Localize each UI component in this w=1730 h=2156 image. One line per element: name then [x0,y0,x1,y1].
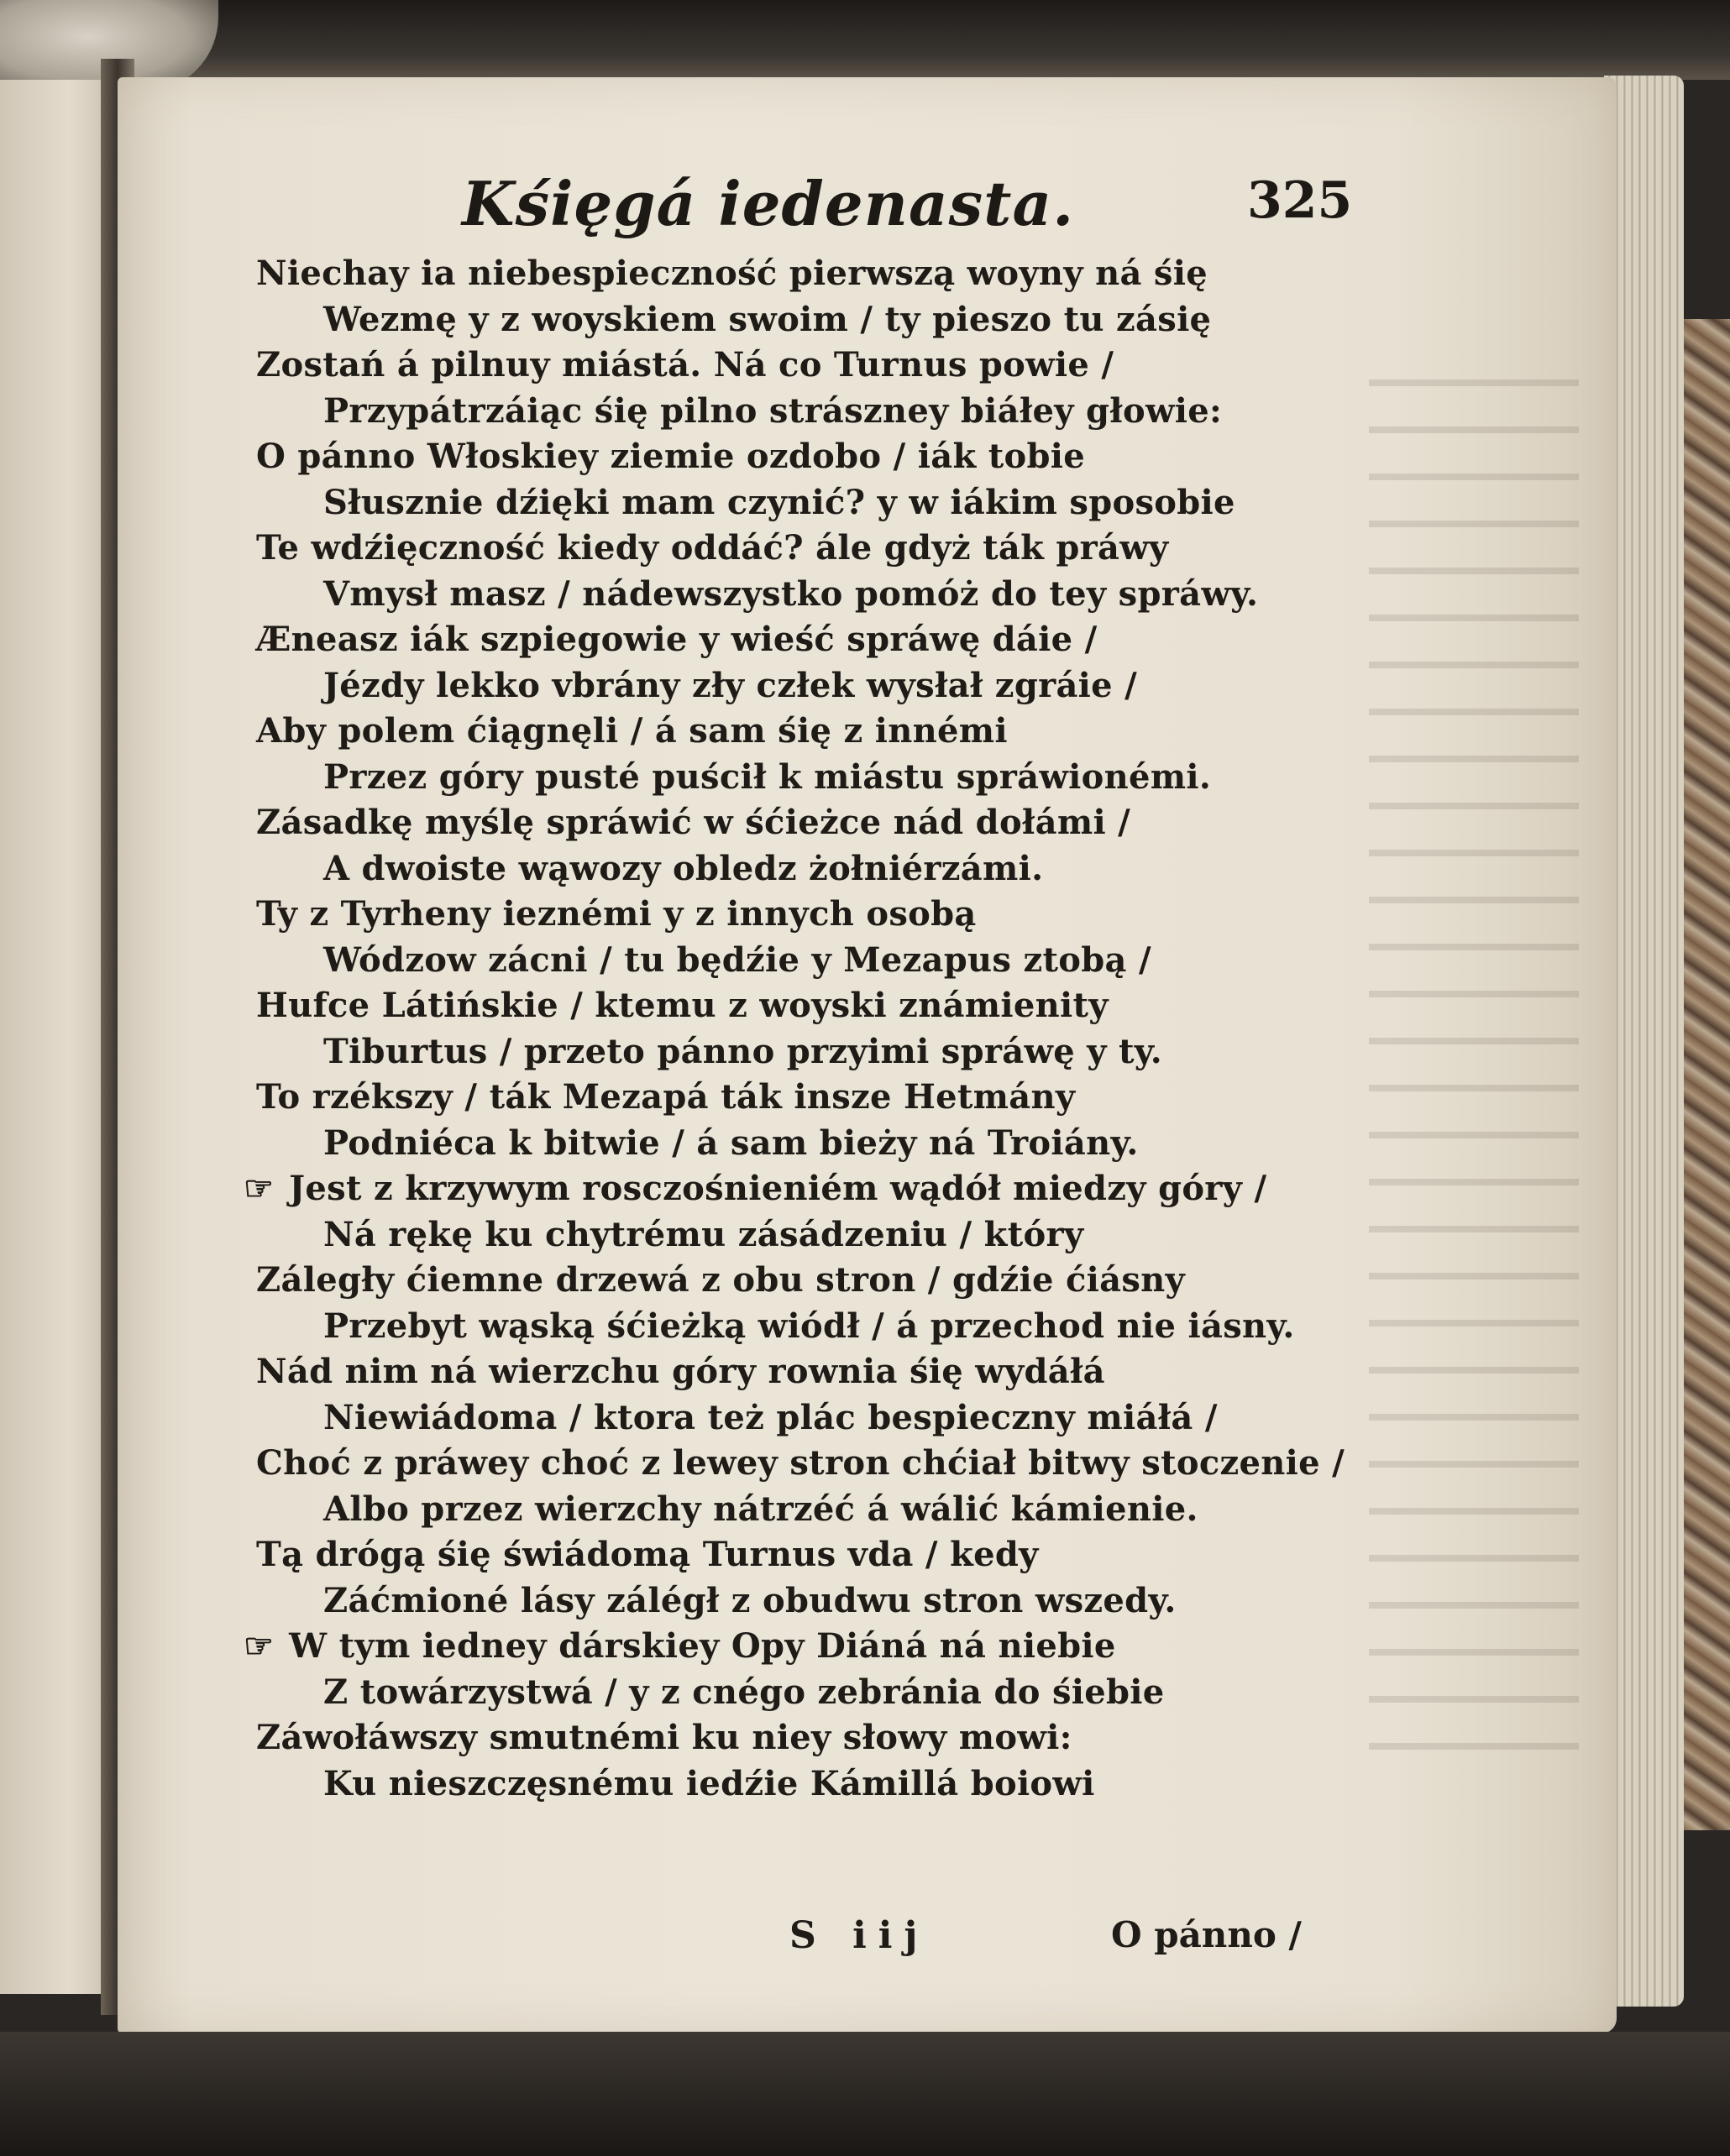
verse-line-text: Niechay ia niebespieczność pierwszą woyny ná śię [256,254,1208,293]
verse-line [256,1077,1075,1117]
verse-line-text: Ná rękę ku chytrému zásádzeniu / który [323,1214,1084,1254]
verse-line [323,1123,1139,1163]
verse-line-text: Choć z práwey choć z lewey stron chćiał bitwy stoczenie / [256,1443,1345,1483]
page-number: 325 [1247,171,1353,230]
verse-line [323,300,1211,339]
verse-line-text: Niewiádoma / ktora też plác bespieczny miáłá / [323,1397,1218,1437]
verse-line [244,1626,1116,1666]
verse-line [256,254,1208,293]
verse-line [323,1032,1162,1071]
verse-line-text: Ku nieszczęsnému iedźie Kámillá boiowi [323,1763,1095,1803]
verse-line [256,711,1008,751]
verse-line [323,1398,1218,1437]
verse-line-text: Aby polem ćiągnęli / á sam śię z innémi [256,711,1008,751]
verse-line [323,574,1258,614]
verse-line-text: Zásadkę myślę spráwić w śćieżce nád dołámi / [256,803,1131,842]
verse-line [323,666,1137,705]
verse-line [256,1718,1072,1757]
marbled-cover [1684,319,1730,1830]
verse-line-text: Przez góry pusté puścił k miástu spráwionémi. [323,756,1212,797]
verse-line-text: A dwoiste wąwozy obledz żołniérzámi. [323,848,1044,888]
verse-line [256,1443,1345,1483]
verse-line [323,849,1043,888]
verse-line [256,437,1085,476]
verse-line [323,1581,1177,1620]
verse-line [323,483,1235,522]
verse-line-text: Wezmę y z woyskiem swoim / ty pieszo tu zásię [323,299,1212,339]
verse-line [323,757,1211,797]
verse-line [256,1260,1185,1300]
pointing-hand-icon: ☞ [244,1626,275,1666]
verse-line [323,391,1222,431]
verse-line [323,1672,1165,1712]
verse-line [244,1169,1266,1208]
verse-line-text: Nád nim ná wierzchu góry rownia śię wydáłá [256,1352,1105,1391]
verse-line-text: Z towárzystwá / y z cnégo zebránia do śiebie [323,1672,1165,1712]
verse-line-text: Záwołáwszy smutnémi ku niey słowy mowi: [256,1718,1072,1757]
verse-line-text: Przebyt wąską śćieżką wiódł / á przechod nie iásny. [323,1306,1295,1346]
verse-line [256,620,1098,659]
verse-line-text: Te wdźięczność kiedy oddáć? ále gdyż ták práwy [256,528,1169,568]
verse-line-text: Vmysł masz / nádewszystko pomóż do tey spráwy. [323,573,1259,614]
verse-line [256,803,1130,842]
verse-line [323,1489,1198,1529]
verse-line-text: W tym iedney dárskiey Opy Diáná ná niebie [289,1626,1116,1666]
verse-line-text: Záćmioné lásy zálégł z obudwu stron wszedy. [323,1580,1177,1620]
bleed-through [1369,346,1579,1773]
verse-line-text: O pánno Włoskiey ziemie ozdobo / iák tobie [256,437,1085,476]
catchword: O pánno / [1111,1914,1302,1955]
left-page-edge [0,80,116,1994]
verse-line-text: To rzékszy / ták Mezapá ták insze Hetmány [256,1077,1076,1117]
verse-line-text: Ty z Tyrheny ieznémi y z innych osobą [256,894,977,934]
verse-line-text: Słusznie dźięki mam czynić? y w iákim sposobie [323,482,1235,522]
verse-line [323,1215,1083,1254]
verse-line [323,1306,1295,1346]
verse-line-text: Przypátrzáiąc śię pilno strászney biáłey głowie: [323,390,1223,431]
verse-line-text: Hufce Látińskie / ktemu z woyski známienity [256,986,1109,1025]
verse-line-text: Záległy ćiemne drzewá z obu stron / gdźie ćiásny [256,1260,1186,1300]
scan-background [0,2032,1730,2156]
verse-line [256,1535,1039,1574]
book-page [118,77,1617,2033]
verse-line-text: Tą drógą śię świádomą Turnus vda / kedy [256,1535,1039,1574]
verse-line-text: Jézdy lekko vbrány zły człek wysłał zgráie / [323,665,1138,705]
verse-line [256,986,1109,1025]
verse-line-text: Zostań á pilnuy miástá. Ná co Turnus powie / [256,345,1114,385]
verse-line [256,1352,1105,1391]
pointing-hand-icon: ☞ [244,1169,275,1208]
verse-line [256,345,1114,385]
verse-line [256,528,1168,568]
running-title: Kśięgá iedenasta. [462,168,1075,239]
verse-line-text: Wódzow zácni / tu będźie y Mezapus ztobą / [323,939,1151,980]
verse-line-text: Tiburtus / przeto pánno przyimi spráwę y ty. [323,1031,1162,1071]
signature-mark: S iij [789,1914,930,1957]
verse-line [256,894,977,934]
verse-line-text: Jest z krzywym rosczośnieniém wądół miedzy góry / [289,1169,1267,1208]
verse-line-text: Podniéca k bitwie / á sam bieży ná Troiány. [323,1122,1139,1163]
verse-line-text: Æneasz iák szpiegowie y wieść spráwę dáie / [256,620,1098,659]
verse-line [323,1764,1095,1803]
verse-line [323,940,1151,980]
binding-shadow [0,0,1730,80]
verse-line-text: Albo przez wierzchy nátrzéć á wálić kámienie. [323,1489,1198,1529]
